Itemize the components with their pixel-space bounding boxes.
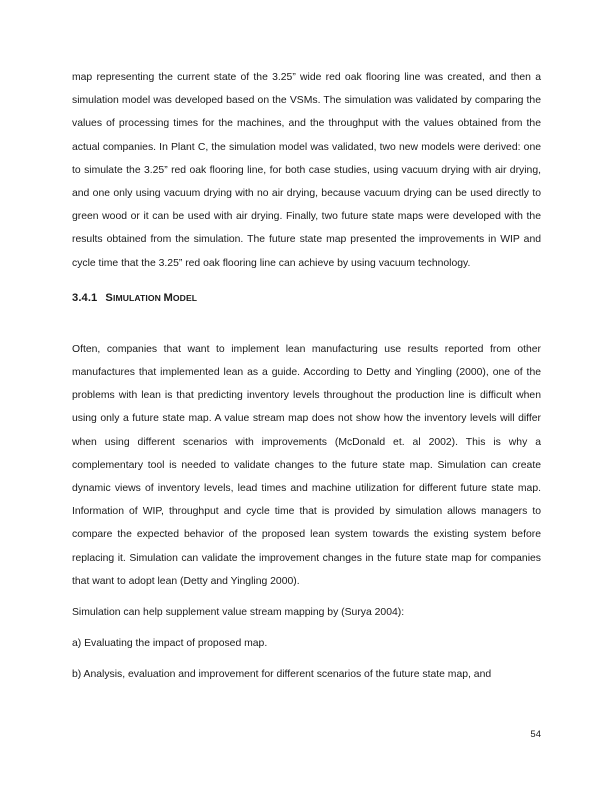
section-title-part: ODEL — [172, 292, 198, 303]
section-title-part: M — [163, 291, 173, 304]
page-content — [72, 66, 541, 687]
list-item: b) Analysis, evaluation and improvement for different scenarios of the future state map, and — [72, 669, 492, 681]
page-number: 54 — [530, 729, 541, 740]
section-heading — [72, 287, 541, 310]
list-item: a) Evaluating the impact of proposed map. — [72, 638, 268, 650]
body-paragraph: Simulation can help supplement value stream mapping by (Surya 2004): — [72, 607, 405, 619]
section-title — [105, 292, 197, 304]
body-paragraph: Often, companies that want to implement lean manufacturing use results reported from other manufactures that implemented lean as a guide. According to Detty and Yingling (2000), one of the problems with lean is that predicting inventory levels throughout the production line is difficult when using only a future state map. A value stream map does not show how the inventory levels will differ when using different scenarios with improvements (McDonald et. al 2002). This is why a complementary tool is needed to validate changes to the future state map. Simulation can create dynamic views of inventory levels, lead times and machine utilization for different future state map. Information of WIP, throughput and cycle time that is provided by simulation allows managers to compare the expected behavior of the proposed lean system towards the existing system before replacing it. Simulation can validate the improvement changes in the future state map for companies that want to adopt lean (Detty and Yingling 2000). — [72, 343, 541, 587]
section-number: 3.4.1 — [72, 291, 98, 304]
section-title-part: IMULATION — [112, 292, 164, 303]
section-title-part: S — [105, 291, 113, 304]
body-paragraph: map representing the current state of the 3.25” wide red oak flooring line was created, and then a simulation model was developed based on the VSMs. The simulation was validated by comparing the values of processing times for the machines, and the throughput with the values obtained from the actual companies. In Plant C, the simulation model was validated, two new models were derived: one to simulate the 3.25” red oak flooring line, for both case studies, using vacuum drying with air drying, and one only using vacuum drying with no air drying, because vacuum drying can be used directly to green wood or it can be used with air drying. Finally, two future state maps were developed with the results obtained from the simulation. The future state map presented the improvements in WIP and cycle time that the 3.25” red oak flooring line can achieve by using vacuum technology. — [72, 72, 541, 269]
